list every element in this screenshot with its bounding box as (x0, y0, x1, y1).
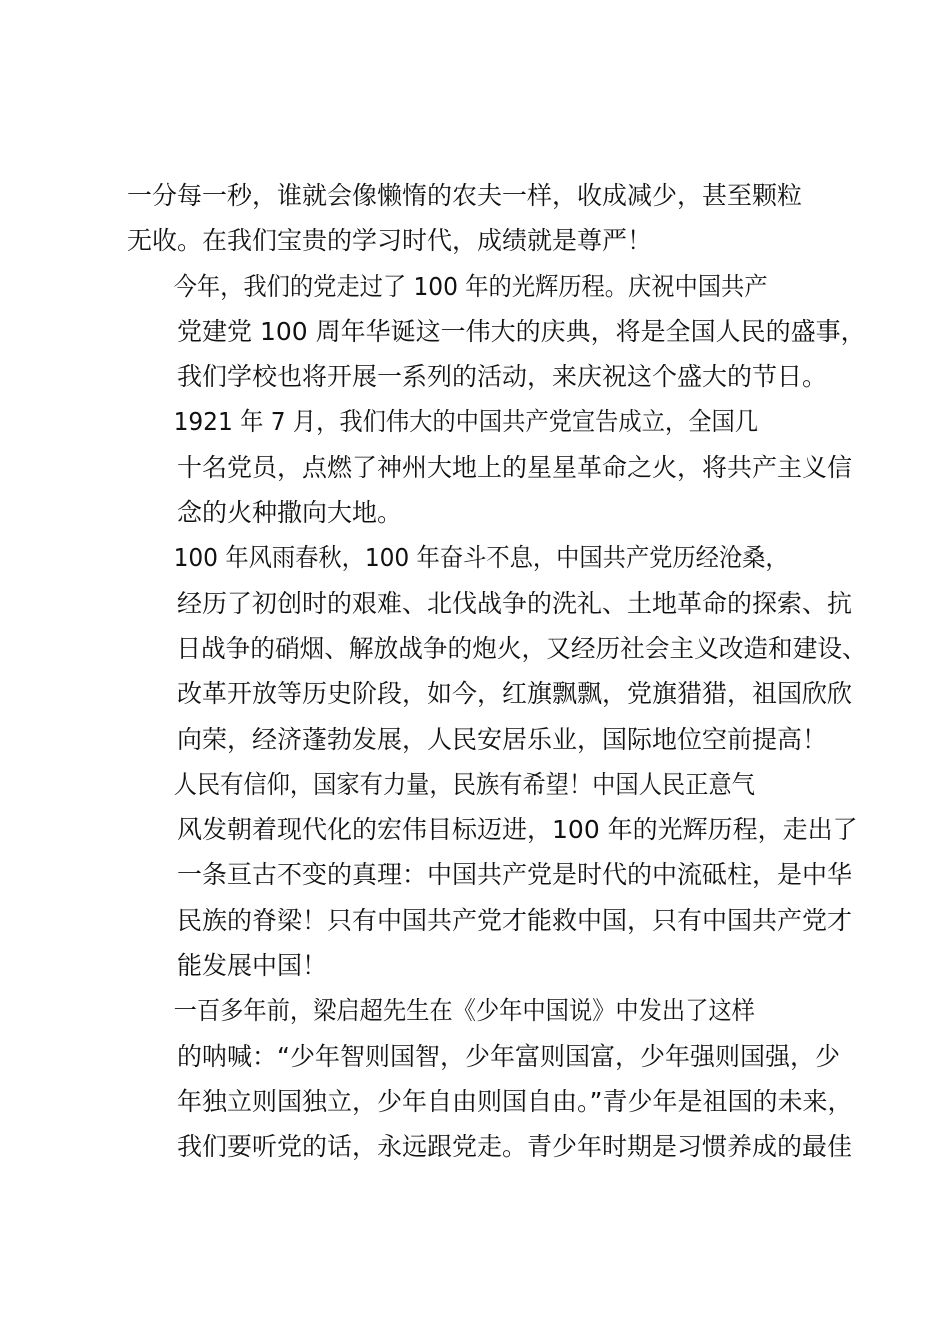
text-line: 一条亘古不变的真理：中国共产党是时代的中流砥柱，是中华 (177, 860, 853, 890)
text-line: 日战争的硝烟、解放战争的炮火，又经历社会主义改造和建设、 (176, 633, 867, 663)
text-line: 向荣，经济蓬勃发展，人民安居乐业，国际地位空前提高！ (177, 724, 828, 754)
text-line: 年独立则国独立，少年自由则国自由。”青少年是祖国的未来， (177, 1086, 853, 1116)
text-line: 经历了初创时的艰难、北伐战争的洗礼、土地革命的探索、抗 (177, 588, 853, 618)
text-line: 能发展中国！ (177, 951, 328, 981)
text-line: 人民有信仰，国家有力量，民族有希望！中国人民正意气 (173, 769, 755, 799)
paragraph (127, 399, 867, 535)
text-line: 100 年风雨春秋，100 年奋斗不息，中国共产党历经沧桑， (173, 543, 789, 573)
document-body (127, 173, 867, 1170)
text-line: 风发朝着现代化的宏伟目标迈进，100 年的光辉历程，走出了 (177, 815, 858, 845)
text-line: 一分每一秒，谁就会像懒惰的农夫一样，收成减少，甚至颗粒 (127, 181, 803, 210)
paragraph (127, 264, 867, 400)
text-line: 民族的脊梁！只有中国共产党才能救中国，只有中国共产党才 (177, 905, 853, 935)
text-line: 今年，我们的党走过了 100 年的光辉历程。庆祝中国共产 (173, 271, 768, 301)
text-line: 我们要听党的话，永远跟党走。青少年时期是习惯养成的最佳 (177, 1132, 853, 1162)
text-line: 1921 年 7 月，我们伟大的中国共产党宣告成立，全国几 (173, 407, 758, 437)
paragraph (127, 762, 867, 988)
text-line: 一百多年前，梁启超先生在《少年中国说》中发出了这样 (173, 996, 755, 1026)
text-line: 的呐喊：“少年智则国智，少年富则国富，少年强则国强，少 (177, 1041, 840, 1071)
paragraph (127, 988, 867, 1169)
text-line: 十名党员，点燃了神州大地上的星星革命之火，将共产主义信 (177, 452, 853, 482)
text-line: 念的火种撒向大地。 (177, 498, 403, 528)
text-line: 无收。在我们宝贵的学习时代，成绩就是尊严！ (127, 226, 653, 256)
text-line: 党建党 100 周年华诞这一伟大的庆典，将是全国人民的盛事， (177, 316, 866, 346)
text-line: 我们学校也将开展一系列的活动，来庆祝这个盛大的节日。 (177, 362, 828, 392)
paragraph (127, 535, 867, 761)
text-line: 改革开放等历史阶段，如今，红旗飘飘，党旗猎猎，祖国欣欣 (177, 679, 853, 709)
paragraph (127, 173, 867, 264)
